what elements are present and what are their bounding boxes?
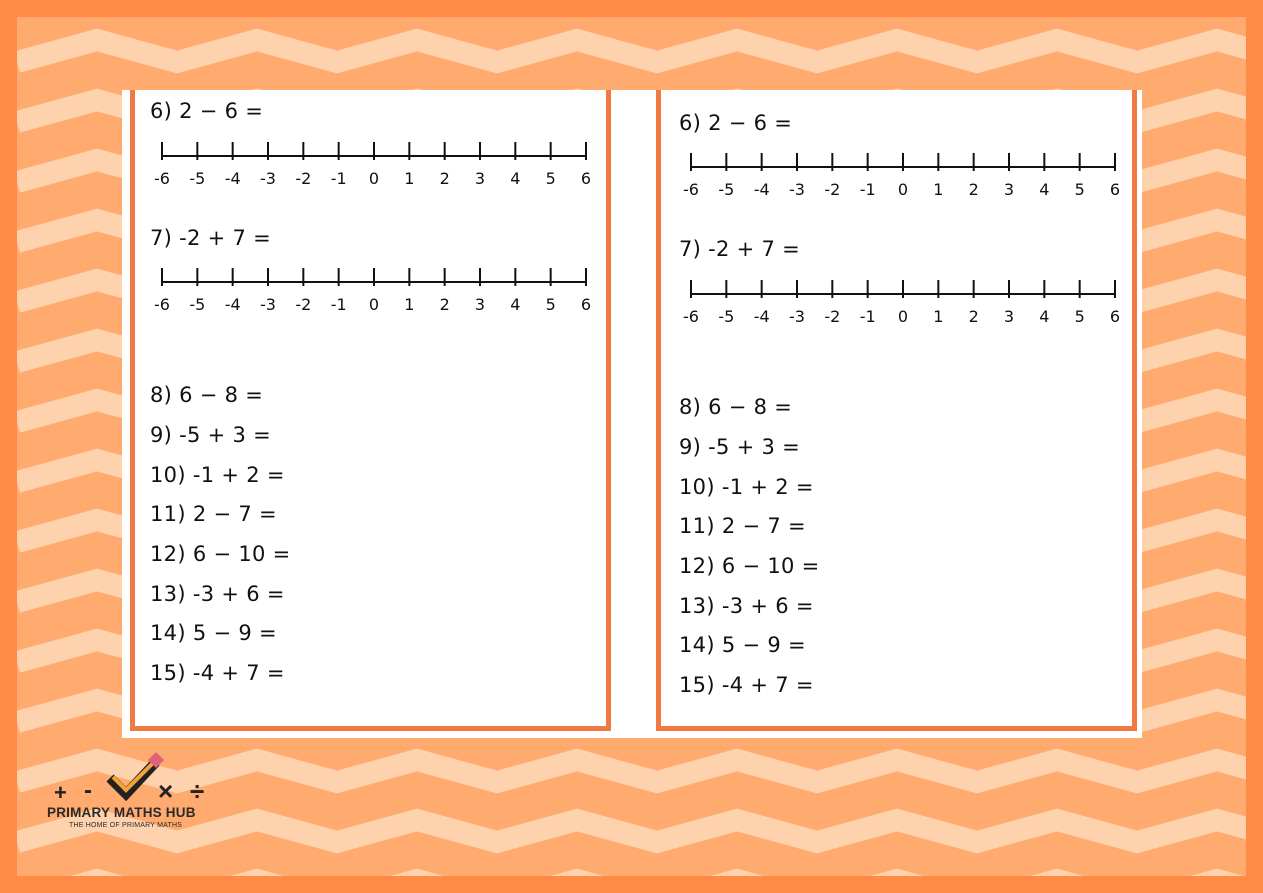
number-line-label: -5 [189, 169, 206, 188]
question-11-left: 11) 2 − 7 = [150, 502, 277, 526]
number-line-label: 3 [1003, 180, 1015, 199]
question-8-right: 8) 6 − 8 = [679, 395, 793, 419]
number-line-label: 0 [368, 295, 380, 314]
number-line-label: -5 [189, 295, 206, 314]
question-12-right: 12) 6 − 10 = [679, 554, 820, 578]
number-line-label: -2 [295, 295, 312, 314]
number-line-label: 3 [474, 295, 486, 314]
question-12-left: 12) 6 − 10 = [150, 542, 291, 566]
number-line-label: -3 [789, 307, 805, 326]
number-line-label: 1 [933, 180, 944, 199]
number-line-label: -5 [718, 180, 735, 199]
question-8-left: 8) 6 − 8 = [150, 383, 264, 407]
number-line-label: 4 [510, 169, 521, 188]
number-line-label: 5 [1074, 180, 1085, 199]
number-line-label: -1 [859, 307, 876, 326]
number-line-label: 4 [1039, 307, 1050, 326]
number-line-label: 2 [439, 169, 450, 188]
question-14-right: 14) 5 − 9 = [679, 633, 806, 657]
question-7-left [150, 226, 271, 250]
number-line-label: 3 [1003, 307, 1015, 326]
number-line-label: -3 [260, 295, 276, 314]
number-line-label: 4 [510, 295, 521, 314]
times-icon: × [158, 776, 174, 806]
number-line-7-left [144, 264, 592, 314]
logo-tagline: THE HOME OF PRIMARY MATHS [69, 822, 183, 829]
question-10-right: 10) -1 + 2 = [679, 475, 814, 499]
question-6-right [679, 111, 792, 135]
number-line-label: -4 [224, 295, 241, 314]
number-line-label: 6 [1109, 180, 1121, 199]
number-line-label: -2 [824, 180, 841, 199]
number-line-label: -6 [154, 169, 170, 188]
number-line-label: 6 [580, 169, 592, 188]
question-number: 7) [679, 237, 702, 261]
number-line-label: -4 [753, 307, 770, 326]
number-line-label: 3 [474, 169, 486, 188]
question-expression: 2 − 6 = [708, 111, 793, 135]
question-15-right: 15) -4 + 7 = [679, 673, 814, 697]
checkmark-pencil-icon [110, 752, 164, 794]
question-number: 7) [150, 226, 173, 250]
question-10-left: 10) -1 + 2 = [150, 463, 285, 487]
question-expression: -2 + 7 = [179, 226, 272, 250]
question-15-left: 15) -4 + 7 = [150, 661, 285, 685]
number-line-label: -5 [718, 307, 735, 326]
plus-icon: + [54, 780, 67, 805]
number-line-label: -1 [330, 295, 347, 314]
number-line-label: 0 [897, 307, 909, 326]
number-line-label: -3 [789, 180, 805, 199]
divide-icon: ÷ [190, 776, 205, 806]
number-line-label: 6 [580, 295, 592, 314]
question-11-right: 11) 2 − 7 = [679, 514, 806, 538]
number-line-label: 0 [368, 169, 380, 188]
number-line-label: -1 [330, 169, 347, 188]
question-6-left [150, 99, 263, 123]
number-line-label: 2 [439, 295, 450, 314]
number-line-label: 4 [1039, 180, 1050, 199]
number-line-label: 1 [404, 169, 415, 188]
number-line-label: -6 [154, 295, 170, 314]
number-line-label: -3 [260, 169, 276, 188]
primary-maths-hub-logo[interactable] [40, 748, 230, 838]
number-line-label: -4 [753, 180, 770, 199]
number-line-label: -1 [859, 180, 876, 199]
number-line-label: 0 [897, 180, 909, 199]
number-line-label: -4 [224, 169, 241, 188]
number-line-label: 2 [968, 307, 979, 326]
number-line-label: -2 [824, 307, 841, 326]
question-number: 6) [150, 99, 173, 123]
logo-title: PRIMARY MATHS HUB [47, 805, 196, 820]
number-line-label: -2 [295, 169, 312, 188]
number-line-label: 2 [968, 180, 979, 199]
logo-mark [40, 748, 230, 808]
number-line-label: -6 [683, 180, 699, 199]
question-13-left: 13) -3 + 6 = [150, 582, 285, 606]
number-line-label: 5 [1074, 307, 1085, 326]
question-9-left: 9) -5 + 3 = [150, 423, 272, 447]
question-number: 6) [679, 111, 702, 135]
number-line-label: 6 [1109, 307, 1121, 326]
question-13-right: 13) -3 + 6 = [679, 594, 814, 618]
minus-icon: - [84, 777, 92, 804]
question-7-right [679, 237, 800, 261]
number-line-6-left [144, 138, 592, 188]
number-line-label: 1 [933, 307, 944, 326]
number-line-label: -6 [683, 307, 699, 326]
number-line-6-right [673, 149, 1121, 199]
number-line-label: 1 [404, 295, 415, 314]
question-14-left: 14) 5 − 9 = [150, 621, 277, 645]
question-9-right: 9) -5 + 3 = [679, 435, 801, 459]
question-expression: 2 − 6 = [179, 99, 264, 123]
question-expression: -2 + 7 = [708, 237, 801, 261]
number-line-7-right [673, 276, 1121, 326]
number-line-label: 5 [545, 295, 556, 314]
number-line-label: 5 [545, 169, 556, 188]
